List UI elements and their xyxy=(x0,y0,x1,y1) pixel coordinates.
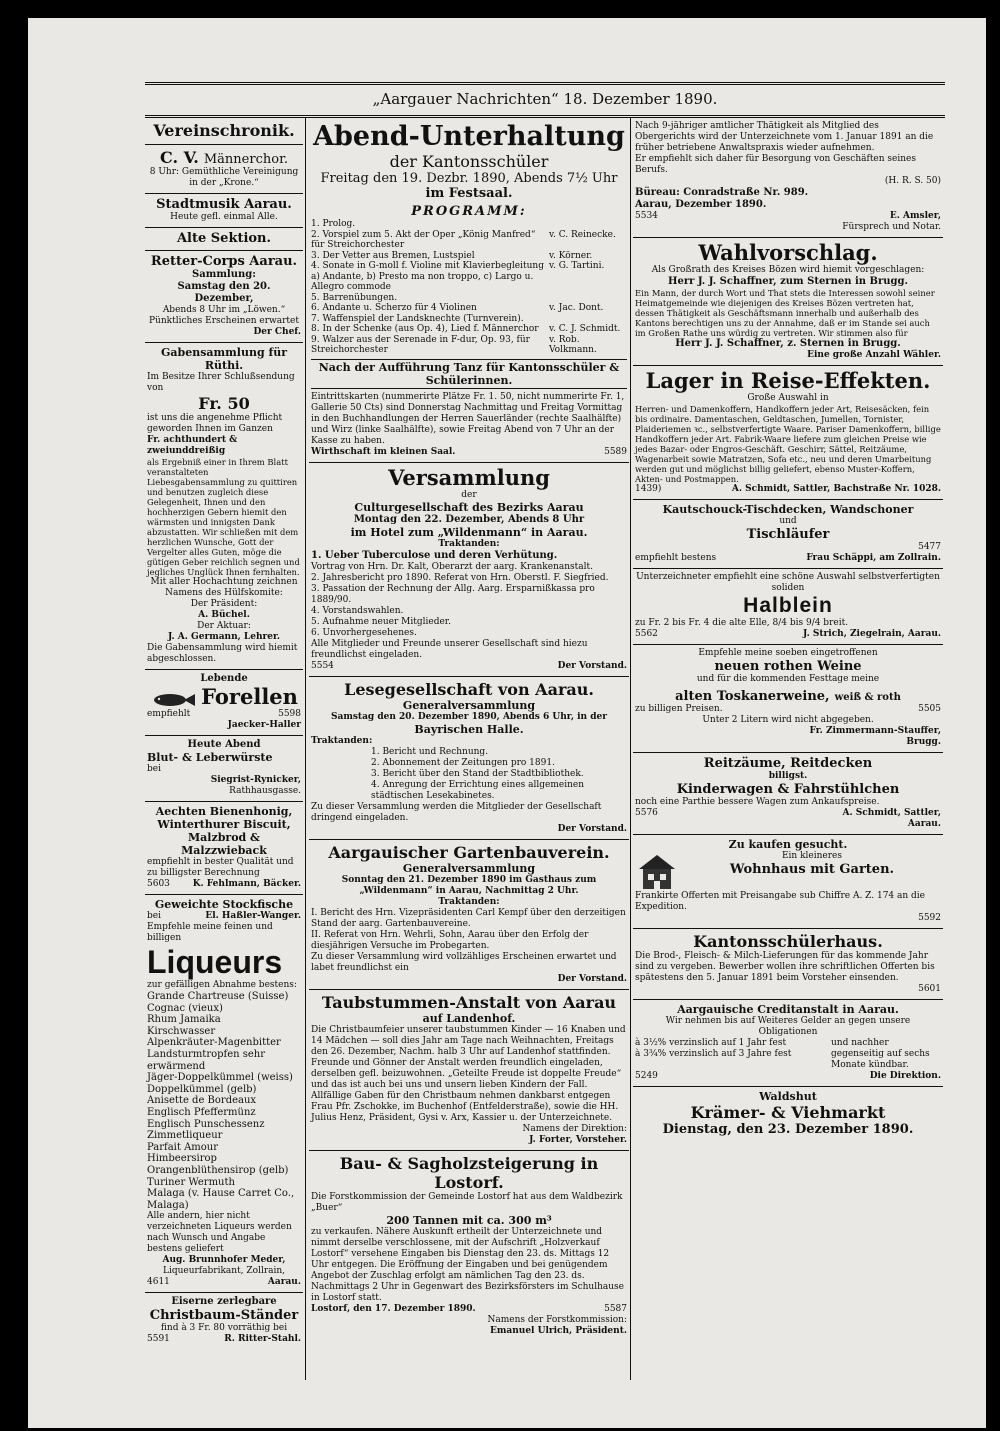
bau-amount: 200 Tannen mit ca. 300 m³ xyxy=(386,1213,552,1227)
lager-text: Herren- und Damenkoffern, Handkoffern jeder Art, Reisesäcken, fein bis ordinaire. Damentaschen, Geldtaschen, Jumellen, Tornister, Plaideriemen ꝛc., selbstverfertigte Waare. Pariser Damenkoffern, billige Handkoffern jeder Art. Fabrik-Waare liefere zum gleichen Preise wie jedes Bazar- oder Engros-Geschäft. Geschirr, Sättel, Reitzäume, Wagenarbeit sowie Matratzen, Sofa etc., neu und deren Umarbeitung werden gut und möglichst billig geliefert, ebenso Muster-Koffern, Akten- und Postmappen. xyxy=(635,404,941,484)
list-item: Kirschwasser xyxy=(147,1025,216,1037)
ad-lesegesellschaft xyxy=(309,677,629,840)
garten-item: I. Bericht des Hrn. Vizepräsidenten Carl Kempf über den derzeitigen Stand der aarg. Gartenbauvereine. xyxy=(311,907,626,929)
garten-sig: Der Vorstand. xyxy=(557,973,627,984)
page-header xyxy=(145,82,945,118)
cv-title: C. V. xyxy=(160,148,199,167)
lese-sig: Der Vorstand. xyxy=(557,823,627,834)
liqueurs-intro: zur gefälligen Abnahme bestens: xyxy=(147,980,297,990)
retter-text: Pünktliches Erscheinen erwartet xyxy=(149,316,299,326)
stadtmusik-title: Stadtmusik Aarau. xyxy=(156,197,292,212)
markt-city: Waldshut xyxy=(759,1090,817,1103)
honig-line2: Winterthurer Biscuit, xyxy=(157,818,291,831)
ad-stadtmusik xyxy=(145,194,303,228)
retter-sub: Sammlung: xyxy=(192,269,256,280)
lese-item: 1. Bericht und Rechnung. xyxy=(371,746,489,757)
wurst-top: Heute Abend xyxy=(187,739,261,750)
abend-sub: der Kantonsschüler xyxy=(389,152,549,171)
kinder-sig: A. Schmidt, Sattler, xyxy=(842,808,941,818)
liqueurs-city: Aarau. xyxy=(267,1277,301,1288)
taub-names: Namens der Direktion: xyxy=(522,1123,627,1134)
abend-date: Freitag den 19. Dezbr. 1890, Abends 7½ Uhr xyxy=(320,171,618,186)
kauf-num: 5592 xyxy=(918,913,941,923)
taub-sub: auf Landenhof. xyxy=(422,1011,516,1025)
gaben-text2: als Ergebniß einer in Ihrem Blatt veranstalteten Liebesgabensammlung zu quittiren und benutzen zugleich diese Gelegenheit, Ihnen und den hochherzigen Gebern hiemit den wärmsten und innigsten Dank abzustatten. Wir schließen mit dem herzlichen Wunsche, Gott der Vergelter alles Guten, möge die gütigen Geber reichlich segnen und jegliches Unglück Ihnen fernhalten. xyxy=(147,457,300,577)
honig-num: 5603 xyxy=(147,879,170,889)
lese-trakt: Traktanden: xyxy=(311,735,373,746)
markt-title: Krämer- & Viehmarkt xyxy=(690,1103,886,1122)
vers-item: 4. Vorstandswahlen. xyxy=(311,605,404,616)
ad-christbaum xyxy=(145,1293,303,1349)
kant-num: 5601 xyxy=(918,984,941,994)
lese-sub: Generalversammlung xyxy=(402,698,536,712)
list-item: Himbeersirop xyxy=(147,1153,217,1165)
list-item: Englisch Punschessenz xyxy=(147,1118,265,1130)
stock-text: Empfehle meine feinen und billigen xyxy=(147,922,273,943)
wahl-name2: Herr J. J. Schaffner, z. Sternen in Brugg. xyxy=(675,338,901,349)
program-item: 5. Barrenübungen. xyxy=(311,292,398,303)
gaben-act: Der Aktuar: xyxy=(197,621,251,631)
halb-title: Halblein xyxy=(743,594,833,617)
halb-text: zu Fr. 2 bis Fr. 4 die alte Elle, 8/4 bis 9/4 breit. xyxy=(635,618,849,628)
bau-sig: Emanuel Ulrich, Präsident. xyxy=(490,1325,627,1336)
vers-title: Versammlung xyxy=(388,464,550,490)
liqueurs-sig2: Liqueurfabrikant, Zollrain, xyxy=(162,1266,286,1277)
stock-bei: bei xyxy=(147,911,161,921)
honig-line1: Aechten Bienenhonig, xyxy=(155,805,293,818)
kaut-und: und xyxy=(779,516,797,526)
ad-vereinschronik xyxy=(145,118,303,145)
lager-title: Lager in Reise-Effekten. xyxy=(645,368,931,393)
taub-title: Taubstummen-Anstalt von Aarau xyxy=(321,992,617,1012)
wein-num: 5505 xyxy=(918,704,941,714)
baum-title: Christbaum-Ständer xyxy=(149,1308,299,1324)
vers-item: 6. Unvorhergesehenes. xyxy=(311,627,417,638)
kinder-text: noch eine Parthie bessere Wagen zum Ankaufspreise. xyxy=(635,797,880,807)
kant-text: Die Brod-, Fleisch- & Milch-Lieferungen für das kommende Jahr sind zu vergeben. Bewerber wollen ihre schriftlichen Offerten bis spätestens den 5. Januar 1891 beim Vorsteher einsenden. xyxy=(635,951,935,983)
lese-text: Zu dieser Versammlung werden die Mitglieder der Gesellschaft dringend eingeladen. xyxy=(311,801,602,823)
wein-intro: Empfehle meine soeben eingetroffenen xyxy=(698,648,878,658)
section-title: Vereinschronik. xyxy=(153,121,295,140)
program-list xyxy=(311,219,627,356)
gaben-act-name: J. A. Germann, Lehrer. xyxy=(167,632,281,642)
program-item: 8. In der Schenke (aus Op. 4), Lied f. Männerchor v. C. J. Schmidt. xyxy=(311,324,621,334)
gaben-pres: Der Präsident: xyxy=(190,599,258,609)
forellen-foot: empfiehlt xyxy=(147,709,191,719)
cv-text: 8 Uhr: Gemüthliche Vereinigung in der „Krone.“ xyxy=(149,167,299,188)
amsler-text: Nach 9-jähriger amtlicher Thätigkeit als Mitglied des Obergerichts wird der Unterzeichnete vom 1. Januar 1891 an die früher betriebene Anwaltspraxis wieder aufnehmen. xyxy=(635,121,934,153)
ad-gabensammlung xyxy=(145,343,303,670)
cred-sig: Die Direktion. xyxy=(869,1071,941,1081)
retter-sig: Der Chef. xyxy=(253,327,301,337)
vers-der: der xyxy=(461,489,477,500)
cred-title: Aargauische Creditanstalt in Aarau. xyxy=(677,1003,899,1016)
amsler-office: Büreau: Conradstraße Nr. 989. xyxy=(635,187,809,198)
wahl-title: Wahlvorschlag. xyxy=(698,240,878,265)
kauf-text: Frankirte Offerten mit Preisangabe sub Chiffre A. Z. 174 an die Expedition. xyxy=(635,891,926,912)
header-title: „Aargauer Nachrichten“ 18. Dezember 1890. xyxy=(372,90,718,108)
wein-title2: alten Toskanerweine, xyxy=(675,689,830,704)
cred-rate2: à 3¾% verzinslich auf 3 Jahre fest xyxy=(635,1049,792,1059)
lese-item: 3. Bericht über den Stand der Stadtbibliothek. xyxy=(371,768,584,779)
reit-billig: billigst. xyxy=(768,771,808,781)
forellen-num: 5598 xyxy=(278,709,301,719)
list-item: Cognac (vieux) xyxy=(147,1002,223,1014)
gaben-pres-name: A. Büchel. xyxy=(198,610,250,620)
bau-text2: zu verkaufen. Nähere Auskunft ertheilt der Unterzeichnete und nimmt derselbe verschlossene, mit der Aufschrift „Holzverkauf Lostorf“ versehene Eingaben bis Dienstag den 23. ds. Mittags 12 Uhr entgegen. Die Eröffnung der Eingaben und bei genügendem Angebot der Zuschlag erfolgt am nämlichen Tag den 23. ds. Nachmittags 2 Uhr in Gegenwart des Bezirksförsters im Schulhause in Lostorf statt. xyxy=(311,1226,624,1303)
kauf-sub: Ein kleineres xyxy=(781,851,842,861)
ad-holzsteigerung xyxy=(309,1151,629,1341)
column-rule xyxy=(305,118,306,1380)
taub-text: Die Christbaumfeier unserer taubstummen Kinder — 16 Knaben und 14 Mädchen — soll dies Jahr am Tage nach Weihnachten, Freitags den 26. Dezember, Nachm. halb 3 Uhr auf Landenhof stattfinden. Freunde und Gönner der Anstalt werden freundlich eingeladen, derselben gefl. beizuwohnen. „Geteilte Freude ist doppelte Freude“ und das ist auch bei uns und unsern lieben Kindern der Fall. Allfällige Gaben für den Christbaum nehmen dankbarst entgegen Frau Pfr. Zschokke, im Buchenhof (Entfelderstraße), sowie die HH. Julius Henz, Präsident, Gysi v. Arx, Kassier u. der Unterzeichnete. xyxy=(311,1024,626,1123)
ad-weine xyxy=(633,645,943,753)
gaben-amount: Fr. 50 xyxy=(198,394,250,413)
vers-sig: Der Vorstand. xyxy=(557,660,627,671)
list-item: Malaga (v. Hause Carret Co., Malaga) xyxy=(147,1188,295,1211)
vers-t1: 1. Ueber Tuberculose und deren Verhütung. xyxy=(311,549,558,561)
column-right xyxy=(633,118,943,1380)
column-rule xyxy=(630,118,631,1380)
vers-place: im Hotel zum „Wildenmann“ in Aarau. xyxy=(350,525,588,539)
vers-trakt: Traktanden: xyxy=(438,538,500,549)
ad-reitzaeume xyxy=(633,753,943,835)
baum-top: Eiserne zerlegbare xyxy=(171,1296,277,1308)
liqueurs-text: Alle andern, hier nicht verzeichneten Liqueurs werden nach Wunsch und Angabe bestens geliefert xyxy=(147,1211,292,1255)
wirtschaft-note: Wirthschaft im kleinen Saal. xyxy=(311,446,456,457)
liqueurs-num: 4611 xyxy=(147,1277,170,1288)
program-item: 4. Sonate in G-moll f. Violine mit Klavierbegleitung a) Andante, b) Presto ma non troppo, c) Largo u. Allegro commode v. G. Tartini. xyxy=(311,261,605,292)
wein-text2: Unter 2 Litern wird nicht abgegeben. xyxy=(702,715,874,725)
vers-item: 3. Passation der Rechnung der Allg. Aarg. Ersparnißkassa pro 1889/90. xyxy=(311,583,595,605)
eintritt-text: Eintrittskarten (nummerirte Plätze Fr. 1. 50, nicht nummerirte Fr. 1, Gallerie 50 Cts) sind Donnerstag Nachmittag und Freitag Vormittag in den Buchhandlungen der Herren Sauerländer (rechte Saalhälfte) und Wirz (linke Saalhälfte), sowie Freitag Abend von 7 Uhr an der Kasse zu haben. xyxy=(311,391,625,446)
kaut-num: 5477 xyxy=(918,542,941,552)
honig-line3: Malzbrod & Malzzwieback xyxy=(181,831,267,857)
ad-wahlvorschlag xyxy=(633,238,943,366)
list-item: Landsturmtropfen sehr erwärmend xyxy=(147,1048,266,1072)
bau-title: Bau- & Sagholzsteigerung in Lostorf. xyxy=(339,1153,599,1192)
amsler-sig2: Fürsprech und Notar. xyxy=(842,222,941,232)
lese-item: 4. Anregung der Errichtung eines allgemeinen städtischen Lesekabinetes. xyxy=(371,779,584,801)
forellen-title: Forellen xyxy=(201,684,298,709)
list-item: Orangenblüthensirop (gelb) xyxy=(147,1164,289,1176)
wurst-bei: bei xyxy=(147,764,161,774)
gaben-title: Gabensammlung für Rüthi. xyxy=(160,346,288,372)
ad-kautschouck xyxy=(633,500,943,569)
kaut-title: Kautschouck-Tischdecken, Wandschoner xyxy=(662,503,914,516)
gaben-close: Die Gabensammlung wird hiemit abgeschlossen. xyxy=(147,643,298,664)
garten-trakt: Traktanden: xyxy=(438,896,500,907)
wein-text: zu billigen Preisen. xyxy=(635,704,723,714)
wein-city: Brugg. xyxy=(906,737,941,747)
gaben-text1: ist uns die angenehme Pflicht geworden Ihnen im Ganzen xyxy=(147,413,283,434)
kant-title: Kantonsschülerhaus. xyxy=(693,932,883,951)
ad-taubstummen xyxy=(309,990,629,1151)
house-icon xyxy=(635,851,679,891)
garten-item: II. Referat von Hrn. Wehrli, Sohn, Aarau über den Erfolg der diesjährigen Versuche im Probegarten. xyxy=(311,929,589,951)
retter-time: Abends 8 Uhr im „Löwen.“ xyxy=(162,305,286,315)
program-item: 1. Prolog. xyxy=(311,219,356,229)
lese-date: Samstag den 20. Dezember 1890, Abends 6 Uhr, in der xyxy=(331,711,607,722)
wein-sig: Fr. Zimmermann-Stauffer, xyxy=(809,726,941,736)
liqueurs-title: Liqueurs xyxy=(147,944,283,980)
honig-sig: K. Fehlmann, Bäcker. xyxy=(192,879,301,889)
abend-title: Abend-Unterhaltung xyxy=(313,121,625,152)
garten-text: Zu dieser Versammlung wird vollzähliges Erscheinen erwartet und labet freundlichst ein xyxy=(311,951,617,973)
amsler-num: 5534 xyxy=(635,211,658,221)
kaut-sig: Frau Schäppi, am Zollrain. xyxy=(806,553,941,563)
kauf-big: Wohnhaus mit Garten. xyxy=(729,862,895,877)
tanz-note: Nach der Aufführung Tanz für Kantonsschüler & Schülerinnen. xyxy=(311,359,627,389)
ad-abendunterhaltung xyxy=(309,118,629,463)
stock-title: Geweichte Stockfische xyxy=(154,898,294,911)
halb-num: 5562 xyxy=(635,629,658,639)
garten-sub: Generalversammlung xyxy=(402,861,536,875)
taub-sig: J. Forter, Vorsteher. xyxy=(529,1134,627,1145)
halb-sig: J. Strich, Ziegelrain, Aarau. xyxy=(803,629,941,639)
retter-title: Retter-Corps Aarau. xyxy=(150,254,298,269)
baum-num: 5591 xyxy=(147,1334,170,1345)
lager-sub: Große Auswahl in xyxy=(747,393,829,403)
vers-t1b: Vortrag von Hrn. Dr. Kalt, Oberarzt der aarg. Krankenanstalt. xyxy=(311,561,593,572)
program-item: 9. Walzer aus der Serenade in F-dur, Op. 93, für Streichorchester v. Rob. Volkmann. xyxy=(311,334,597,355)
ad-wurst xyxy=(145,736,303,802)
forellen-top: Lebende xyxy=(200,673,248,684)
cred-rate1: à 3½% verzinslich auf 1 Jahr fest xyxy=(635,1038,787,1048)
gaben-intro: Im Besitze Ihrer Schlußsendung von xyxy=(147,372,295,393)
ad-halblein xyxy=(633,569,943,645)
wurst-title: Blut- & Leberwürste xyxy=(147,751,273,764)
kinder-title: Kinderwagen & Fahrstühlchen xyxy=(676,782,900,797)
amsler-text2: Er empfiehlt sich daher für Besorgung von Geschäften seines Berufs. xyxy=(635,154,916,175)
lager-sig: A. Schmidt, Sattler, Bachstraße Nr. 1028. xyxy=(731,484,941,494)
forellen-sig: Jaecker-Haller xyxy=(227,720,301,730)
column-left xyxy=(145,118,303,1380)
wahl-body: Ein Mann, der durch Wort und That stets die Interessen sowohl seiner Heimatgemeinde wie diejenigen des Kreises Bözen vertreten hat, dessen Thätigkeit als Geschäftsmann innerhalb und außerhalb des Kantons berechtigen uns zu der Annahme, daß er im Stande sei auch im Großen Rathe uns würdig zu vertreten. Wir stimmen also für xyxy=(635,288,935,338)
programm-heading: PROGRAMM: xyxy=(411,204,527,219)
vers-sub: Culturgesellschaft des Bezirks Aarau xyxy=(354,500,584,514)
vers-text: Alle Mitglieder und Freunde unserer Gesellschaft sind hiezu freundlichst eingeladen. xyxy=(311,638,588,660)
abend-num: 5589 xyxy=(604,446,627,457)
wein-title: neuen rothen Weine xyxy=(714,659,862,674)
ad-forellen xyxy=(145,670,303,736)
bau-text: Die Forstkommission der Gemeinde Lostorf hat aus dem Waldbezirk „Buer“ xyxy=(311,1191,623,1213)
list-item: Zimmetliqueur xyxy=(147,1130,223,1142)
retter-date: Samstag den 20. Dezember, xyxy=(177,281,271,304)
ad-reise-effekten xyxy=(633,366,943,500)
cv-sub: Männerchor. xyxy=(203,152,288,167)
list-item: Englisch Pfeffermünz xyxy=(147,1106,256,1118)
ad-amsler xyxy=(633,118,943,238)
list-item: Rhum Jamaika xyxy=(147,1014,221,1026)
program-item: 3. Der Vetter aus Bremen, Lustspiel v. Körner. xyxy=(311,250,593,261)
program-item: 7. Waffenspiel der Landsknechte (Turnverein). xyxy=(311,313,524,324)
gaben-greet: Mit aller Hochachtung zeichnen Namens des Hülfskomite: xyxy=(150,577,298,598)
vers-item: 2. Jahresbericht pro 1890. Referat von Hrn. Oberstl. F. Siegfried. xyxy=(311,572,609,583)
markt-date: Dienstag, den 23. Dezember 1890. xyxy=(662,1122,914,1137)
list-item: Doppelkümmel (gelb) xyxy=(147,1083,257,1095)
vers-date: Montag den 22. Dezember, Abends 8 Uhr xyxy=(353,513,585,525)
cred-side: und nachher gegenseitig auf sechs Monate kündbar. xyxy=(831,1038,930,1070)
kinder-city: Aarau. xyxy=(907,819,941,829)
halb-intro: Unterzeichneter empfiehlt eine schöne Auswahl selbstverfertigten soliden xyxy=(636,572,940,593)
wahl-sig: Eine große Anzahl Wähler. xyxy=(807,350,941,360)
ad-markt xyxy=(633,1087,943,1141)
wurst-addr: Rathhausgasse. xyxy=(229,786,301,796)
wein-weiss: weiß & roth xyxy=(834,692,901,703)
wein-mid: und für die kommenden Festtage meine xyxy=(696,674,880,684)
ad-liqueurs xyxy=(145,895,303,1293)
stadtmusik-text: Heute gefl. einmal Alle. xyxy=(170,212,278,222)
cred-text: Wir nehmen bis auf Weiteres Gelder an gegen unsere Obligationen xyxy=(665,1016,911,1037)
lese-item: 2. Abonnement der Zeitungen pro 1891. xyxy=(371,757,555,768)
abend-place: im Festsaal. xyxy=(425,186,513,201)
stock-sig: El. Haßler-Wanger. xyxy=(205,911,301,921)
kaut-sub: Tischläufer xyxy=(746,527,830,542)
list-item: Anisette de Bordeaux xyxy=(147,1095,257,1107)
program-item: 6. Andante u. Scherzo für 4 Violinen v. Jac. Dont. xyxy=(311,303,604,313)
ad-kantonsschuelerhaus xyxy=(633,929,943,1000)
lese-title: Lesegesellschaft von Aarau. xyxy=(344,679,594,699)
liqueurs-sig: Aug. Brunnhofer Meder, xyxy=(162,1255,286,1266)
alte-sektion: Alte Sektion. xyxy=(176,231,272,246)
bau-date: Lostorf, den 17. Dezember 1890. xyxy=(311,1303,476,1314)
kauf-title: Zu kaufen gesucht. xyxy=(728,838,848,851)
amsler-date: Aarau, Dezember 1890. xyxy=(635,199,767,210)
ad-retter xyxy=(145,251,303,343)
garten-date: Sonntag den 21. Dezember 1890 im Gasthaus zum „Wildenmann“ in Aarau, Nachmittag 2 Uhr. xyxy=(341,874,597,896)
lese-place: Bayrischen Halle. xyxy=(414,722,524,736)
vers-num: 5554 xyxy=(311,660,334,671)
lager-num: 1439) xyxy=(635,484,662,494)
honig-text: empfiehlt in bester Qualität und zu billigster Berechnung xyxy=(147,857,294,878)
list-item: Parfait Amour xyxy=(147,1141,219,1153)
ad-gartenbauverein xyxy=(309,840,629,990)
kinder-num: 5576 xyxy=(635,808,658,818)
column-middle xyxy=(309,118,629,1380)
baum-text: find à 3 Fr. 80 vorräthig bei xyxy=(160,1323,288,1334)
wurst-sig: Siegrist-Rynicker, xyxy=(210,775,301,785)
wahl-text: Als Großrath des Kreises Bözen wird hiemit vorgeschlagen: xyxy=(651,265,925,275)
ad-cv xyxy=(145,145,303,194)
vers-item: 5. Aufnahme neuer Mitglieder. xyxy=(311,616,451,627)
page-content xyxy=(145,82,945,1382)
fish-icon xyxy=(150,692,196,708)
gaben-bold: Fr. achthundert & zweiunddreißig xyxy=(147,435,238,456)
list-item: Grande Chartreuse (Suisse) xyxy=(147,991,289,1002)
reit-title: Reitzäume, Reitdecken xyxy=(703,756,873,771)
ad-wohnhaus xyxy=(633,835,943,929)
ad-creditanstalt xyxy=(633,1000,943,1087)
garten-title: Aargauischer Gartenbauverein. xyxy=(328,842,610,862)
bau-num: 5587 xyxy=(604,1303,627,1314)
ad-alte-sektion xyxy=(145,228,303,251)
wahl-name: Herr J. J. Schaffner, zum Sternen in Brugg. xyxy=(668,276,908,287)
amsler-code: (H. R. S. 50) xyxy=(884,176,941,186)
list-item: Alpenkräuter-Magenbitter xyxy=(147,1037,281,1049)
ad-honig xyxy=(145,802,303,895)
ad-versammlung xyxy=(309,463,629,677)
program-item: 2. Vorspiel zum 5. Akt der Oper „König Manfred“ für Streichorchester v. C. Reinecke. xyxy=(311,229,616,250)
baum-sig: R. Ritter-Stahl. xyxy=(224,1334,301,1345)
liqueur-list xyxy=(147,991,301,1211)
amsler-sig: E. Amsler, xyxy=(889,211,941,221)
cred-num: 5249 xyxy=(635,1071,658,1081)
bau-names: Namens der Forstkommission: xyxy=(487,1314,627,1325)
list-item: Turiner Wermuth xyxy=(147,1176,235,1188)
list-item: Jäger-Doppelkümmel (weiss) xyxy=(147,1072,293,1084)
kaut-text: empfiehlt bestens xyxy=(635,553,717,563)
